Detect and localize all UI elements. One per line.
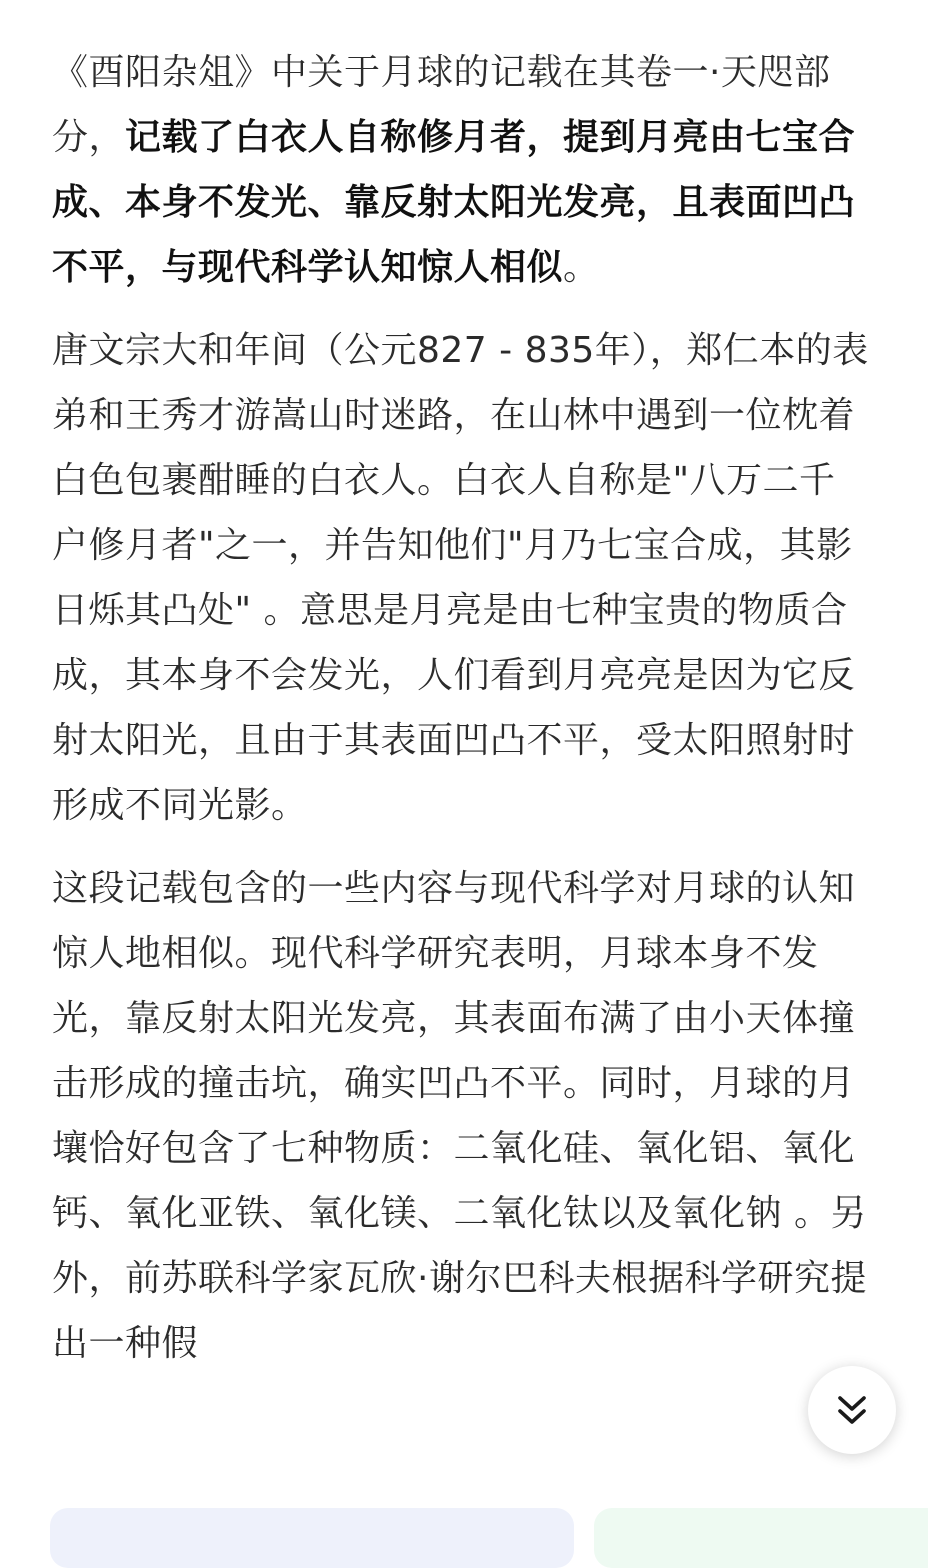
paragraph	[52, 856, 872, 1376]
paragraph-text: 这段记载包含的一些内容与现代科学对月球的认知惊人地相似。现代科学研究表明，月球本身不发光，靠反射太阳光发亮，其表面布满了由小天体撞击形成的撞击坑，确实凹凸不平。同时，月球的月壤恰好包含了七种物质：二氧化硅、氧化铝、氧化钙、氧化亚铁、氧化镁、二氧化钛以及氧化钠 。另外，前苏联科学家瓦欣·谢尔巴科夫根据科学研究提出一种假	[52, 868, 867, 1364]
paragraph-text: 。	[563, 247, 600, 288]
recommendation-card[interactable]	[594, 1508, 928, 1568]
article-body	[52, 40, 872, 1482]
scroll-down-button[interactable]	[808, 1366, 896, 1454]
paragraph-text: 《酉阳杂俎》中关于月球的记载在其卷一·天咫部分，	[52, 52, 831, 158]
paragraph-text: 唐文宗大和年间（公元827 - 835年），郑仁本的表弟和王秀才游嵩山时迷路，在山林中遇到一位枕着白色包裹酣睡的白衣人。白衣人自称是"八万二千户修月者"之一，并告知他们"月乃七宝合成，其影日烁其凸处" 。意思是月亮是由七种宝贵的物质合成，其本身不会发光，人们看到月亮亮是因为它反射太阳光，且由于其表面凹凸不平，受太阳照射时形成不同光影。	[52, 330, 869, 826]
recommendation-card[interactable]	[50, 1508, 574, 1568]
paragraph	[52, 318, 872, 838]
chevron-double-down-icon	[832, 1390, 872, 1430]
highlighted-text: 记载了白衣人自称修月者，提到月亮由七宝合成、本身不发光、靠反射太阳光发亮，且表面凹凸不平，与现代科学认知惊人相似	[52, 117, 856, 288]
paragraph	[52, 40, 872, 300]
